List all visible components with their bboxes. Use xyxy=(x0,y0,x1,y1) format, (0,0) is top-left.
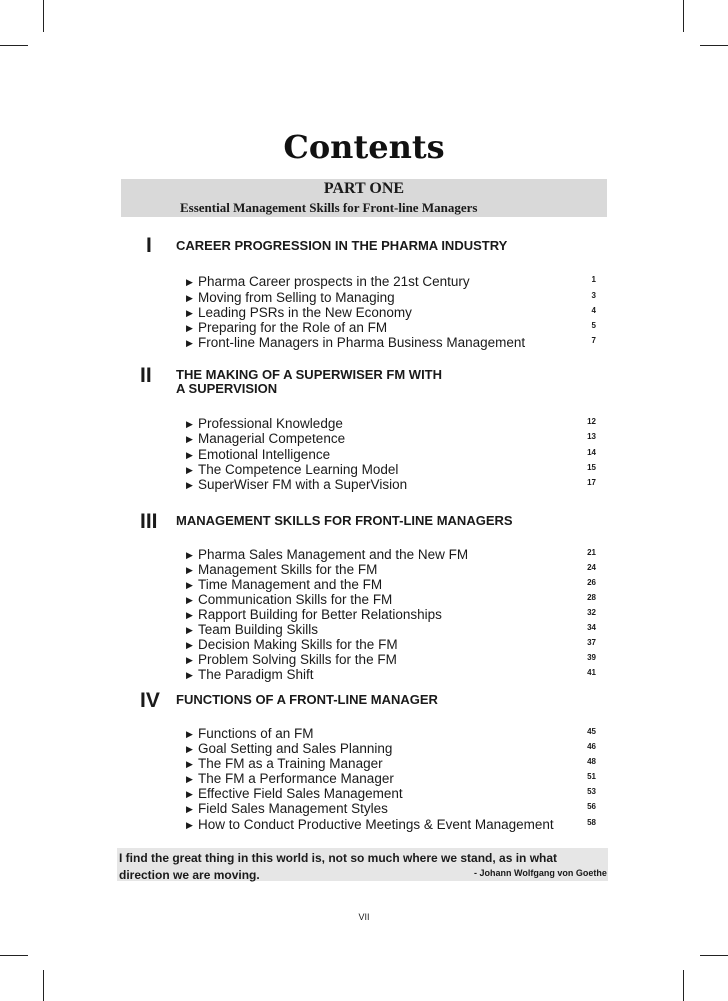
toc-entry-page: 24 xyxy=(587,563,596,572)
toc-entry-label: The Competence Learning Model xyxy=(198,462,399,477)
toc-entry[interactable] xyxy=(186,335,596,350)
toc-entry-label: Emotional Intelligence xyxy=(198,447,331,462)
toc-entry-label: Communication Skills for the FM xyxy=(198,592,393,607)
triangle-right-icon: ▶ xyxy=(186,450,193,460)
toc-entry-page: 13 xyxy=(587,432,596,441)
toc-entry-label: Problem Solving Skills for the FM xyxy=(198,652,397,667)
section-number: III xyxy=(140,510,158,533)
toc-entry-label: The FM a Performance Manager xyxy=(198,771,394,786)
triangle-right-icon: ▶ xyxy=(186,565,193,575)
toc-entry-label: The FM as a Training Manager xyxy=(198,756,383,771)
section-number: I xyxy=(146,234,152,257)
toc-entry-page: 39 xyxy=(587,653,596,662)
toc-entry[interactable] xyxy=(186,607,596,622)
triangle-right-icon: ▶ xyxy=(186,308,193,318)
toc-entry[interactable] xyxy=(186,667,596,682)
toc-entry[interactable] xyxy=(186,290,596,305)
triangle-right-icon: ▶ xyxy=(186,744,193,754)
section-title-continued: A SUPERVISION xyxy=(176,381,278,396)
toc-entry[interactable] xyxy=(186,756,596,771)
toc-entry-label: Effective Field Sales Management xyxy=(198,786,403,801)
toc-entry-page: 48 xyxy=(587,757,596,766)
toc-entry-page: 26 xyxy=(587,578,596,587)
section-number: II xyxy=(140,364,152,387)
toc-entry[interactable] xyxy=(186,562,596,577)
triangle-right-icon: ▶ xyxy=(186,595,193,605)
toc-entry-label: SuperWiser FM with a SuperVision xyxy=(198,477,408,492)
toc-entry[interactable] xyxy=(186,592,596,607)
triangle-right-icon: ▶ xyxy=(186,419,193,429)
toc-entry-page: 56 xyxy=(587,802,596,811)
quote-text: I find the great thing in this world is, not so much where we stand, as in what direction we are moving. xyxy=(119,851,558,882)
toc-entry[interactable] xyxy=(186,547,596,562)
crop-mark xyxy=(700,45,728,46)
toc-entry[interactable] xyxy=(186,652,596,667)
toc-entry-label: How to Conduct Productive Meetings & Event Management xyxy=(198,817,554,832)
toc-entry-label: Goal Setting and Sales Planning xyxy=(198,741,393,756)
triangle-right-icon: ▶ xyxy=(186,434,193,444)
toc-entry-label: Field Sales Management Styles xyxy=(198,801,388,816)
toc-entry-page: 7 xyxy=(591,336,596,345)
toc-entry[interactable] xyxy=(186,741,596,756)
toc-entry[interactable] xyxy=(186,305,596,320)
toc-entry-page: 21 xyxy=(587,548,596,557)
toc-entry-page: 12 xyxy=(587,417,596,426)
section-title: CAREER PROGRESSION IN THE PHARMA INDUSTRY xyxy=(176,238,508,253)
toc-entry-page: 4 xyxy=(591,306,596,315)
crop-mark xyxy=(683,0,684,32)
triangle-right-icon: ▶ xyxy=(186,580,193,590)
toc-entry[interactable] xyxy=(186,817,596,832)
triangle-right-icon: ▶ xyxy=(186,550,193,560)
toc-entry[interactable] xyxy=(186,726,596,741)
toc-entry-page: 14 xyxy=(587,448,596,457)
toc-entry[interactable] xyxy=(186,431,596,446)
toc-entry-label: Leading PSRs in the New Economy xyxy=(198,305,412,320)
toc-entry-page: 5 xyxy=(591,321,596,330)
section-title: MANAGEMENT SKILLS FOR FRONT-LINE MANAGERS xyxy=(176,513,513,528)
triangle-right-icon: ▶ xyxy=(186,655,193,665)
crop-mark xyxy=(43,0,44,32)
triangle-right-icon: ▶ xyxy=(186,670,193,680)
toc-entry-label: Management Skills for the FM xyxy=(198,562,378,577)
toc-entry[interactable] xyxy=(186,477,596,492)
triangle-right-icon: ▶ xyxy=(186,480,193,490)
triangle-right-icon: ▶ xyxy=(186,759,193,769)
toc-entry-page: 15 xyxy=(587,463,596,472)
toc-entry[interactable] xyxy=(186,274,596,289)
toc-entry[interactable] xyxy=(186,462,596,477)
toc-entry-label: Professional Knowledge xyxy=(198,416,343,431)
toc-entry-page: 58 xyxy=(587,818,596,827)
crop-mark xyxy=(43,970,44,1001)
toc-entry[interactable] xyxy=(186,801,596,816)
toc-entry-label: Moving from Selling to Managing xyxy=(198,290,395,305)
crop-mark xyxy=(683,970,684,1001)
toc-entry-page: 3 xyxy=(591,291,596,300)
page-number: VII xyxy=(358,912,370,922)
part-title: PART ONE xyxy=(323,180,405,197)
toc-entry-page: 53 xyxy=(587,787,596,796)
toc-entry[interactable] xyxy=(186,637,596,652)
toc-entry-page: 41 xyxy=(587,668,596,677)
triangle-right-icon: ▶ xyxy=(186,625,193,635)
toc-entry-label: Team Building Skills xyxy=(198,622,319,637)
triangle-right-icon: ▶ xyxy=(186,774,193,784)
toc-entry-page: 37 xyxy=(587,638,596,647)
toc-entry-label: Front-line Managers in Pharma Business Management xyxy=(198,335,526,350)
triangle-right-icon: ▶ xyxy=(186,640,193,650)
toc-entry[interactable] xyxy=(186,447,596,462)
triangle-right-icon: ▶ xyxy=(186,338,193,348)
toc-entry-page: 51 xyxy=(587,772,596,781)
toc-entry-page: 45 xyxy=(587,727,596,736)
toc-entry-page: 17 xyxy=(587,478,596,487)
triangle-right-icon: ▶ xyxy=(186,820,193,830)
toc-entry-page: 28 xyxy=(587,593,596,602)
crop-mark xyxy=(0,955,28,956)
triangle-right-icon: ▶ xyxy=(186,789,193,799)
crop-mark xyxy=(700,955,728,956)
triangle-right-icon: ▶ xyxy=(186,804,193,814)
toc-entry-label: Pharma Sales Management and the New FM xyxy=(198,547,469,562)
toc-entry-page: 34 xyxy=(587,623,596,632)
toc-entry-label: Preparing for the Role of an FM xyxy=(198,320,388,335)
toc-entry-page: 46 xyxy=(587,742,596,751)
quote-author: - Johann Wolfgang von Goethe xyxy=(474,868,607,878)
triangle-right-icon: ▶ xyxy=(186,323,193,333)
toc-entry-label: Managerial Competence xyxy=(198,431,346,446)
triangle-right-icon: ▶ xyxy=(186,729,193,739)
toc-entry-page: 1 xyxy=(591,275,596,284)
triangle-right-icon: ▶ xyxy=(186,277,193,287)
triangle-right-icon: ▶ xyxy=(186,610,193,620)
section-number: IV xyxy=(140,689,160,712)
toc-entry[interactable] xyxy=(186,416,596,431)
toc-entry-page: 32 xyxy=(587,608,596,617)
triangle-right-icon: ▶ xyxy=(186,465,193,475)
toc-entry-label: Functions of an FM xyxy=(198,726,314,741)
crop-mark xyxy=(0,45,28,46)
toc-entry[interactable] xyxy=(186,622,596,637)
section-title: FUNCTIONS OF A FRONT-LINE MANAGER xyxy=(176,692,438,707)
toc-entry[interactable] xyxy=(186,771,596,786)
toc-entry[interactable] xyxy=(186,577,596,592)
section-title: THE MAKING OF A SUPERWISER FM WITH xyxy=(176,367,443,382)
toc-entry-label: Rapport Building for Better Relationships xyxy=(198,607,442,622)
triangle-right-icon: ▶ xyxy=(186,293,193,303)
part-subtitle: Essential Management Skills for Front-line Managers xyxy=(180,200,478,215)
toc-entry[interactable] xyxy=(186,320,596,335)
toc-entry[interactable] xyxy=(186,786,596,801)
toc-entry-label: Pharma Career prospects in the 21st Century xyxy=(198,274,470,289)
toc-entry-label: Time Management and the FM xyxy=(198,577,383,592)
toc-entry-label: The Paradigm Shift xyxy=(198,667,314,682)
toc-entry-label: Decision Making Skills for the FM xyxy=(198,637,398,652)
page-title: Contents xyxy=(283,128,445,166)
